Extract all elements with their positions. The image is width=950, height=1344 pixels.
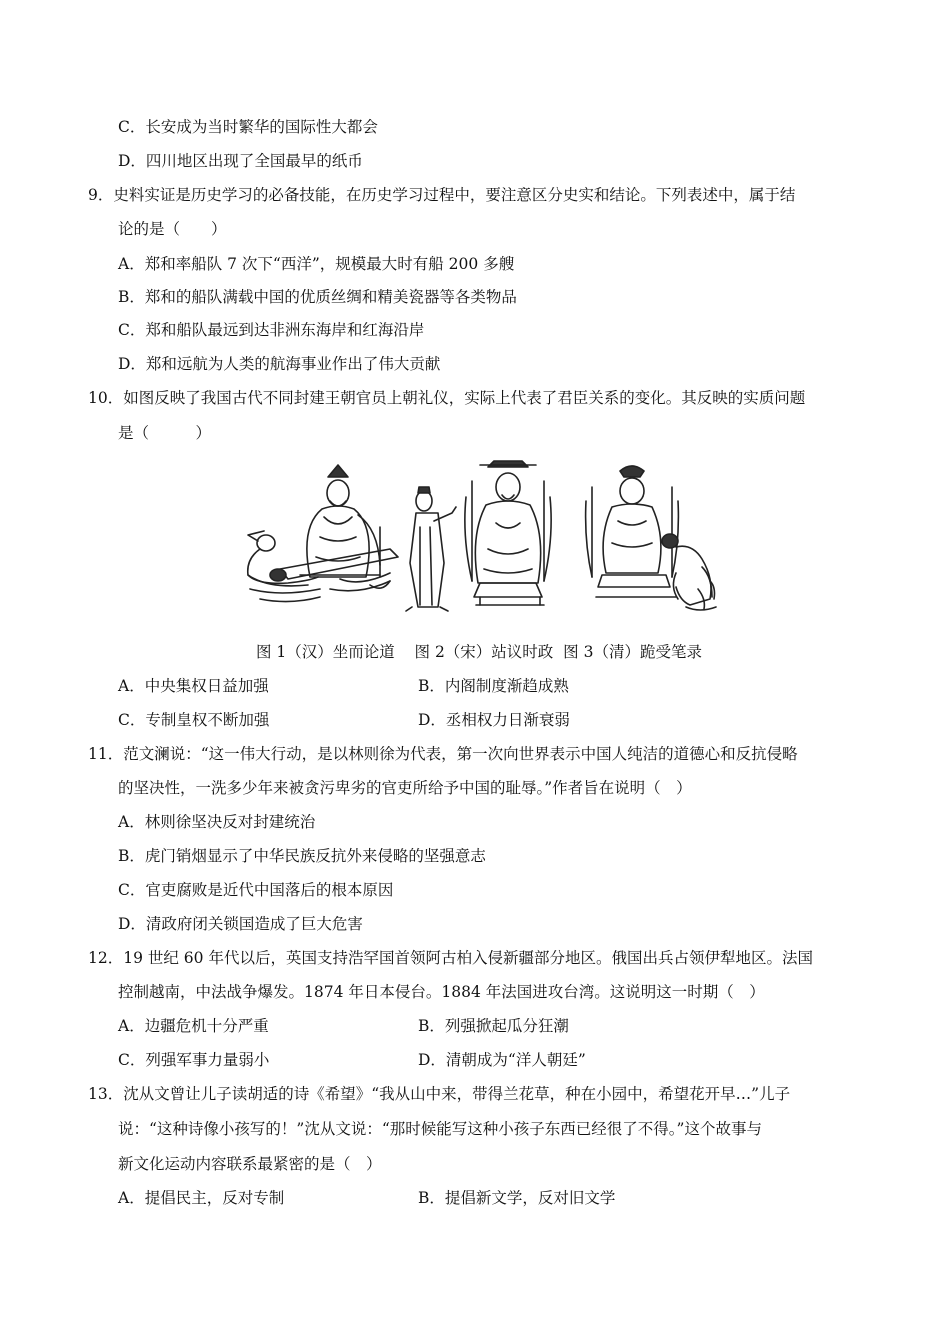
q10-option-c: C．专制皇权不断加强 bbox=[118, 711, 270, 729]
q11-option-d: D．清政府闭关锁国造成了巨大危害 bbox=[118, 915, 363, 933]
q12-option-c: C．列强军事力量弱小 bbox=[118, 1051, 270, 1069]
q12-option-b: B．列强掀起瓜分狂潮 bbox=[418, 1017, 569, 1035]
q13-stem-line2: 说：“这种诗像小孩写的！”沈从文说：“那时候能写这种小孩子东西已经很了不得。”这个故事与 bbox=[118, 1120, 762, 1138]
caption-figure-1: 图 1（汉）坐而论道 bbox=[256, 643, 395, 661]
q13-stem-line1: 13．沈从文曾让儿子读胡适的诗《希望》“我从山中来，带得兰花草，种在小园中，希望花开早…”儿子 bbox=[88, 1085, 791, 1103]
q9-option-a: A．郑和率船队 7 次下“西洋”，规模最大时有船 200 多艘 bbox=[118, 255, 515, 273]
q11-stem-line1: 11．范文澜说：“这一伟大行动，是以林则徐为代表，第一次向世界表示中国人纯洁的道德心和反抗侵略 bbox=[88, 745, 798, 763]
caption-figure-2: 图 2（宋）站议时政 bbox=[414, 643, 554, 661]
figure-3-qing-sketch bbox=[586, 466, 716, 610]
q12-option-a: A．边疆危机十分严重 bbox=[118, 1017, 269, 1035]
q9-stem-line1: 9．史料实证是历史学习的必备技能，在历史学习过程中，要注意区分史实和结论。下列表述中，属于结 bbox=[88, 186, 796, 204]
q13-option-a: A．提倡民主，反对专制 bbox=[118, 1189, 285, 1207]
q9-stem-line2: 论的是（ ） bbox=[118, 220, 227, 238]
q8-option-d: D．四川地区出现了全国最早的纸币 bbox=[118, 152, 363, 170]
q11-option-c: C．官吏腐败是近代中国落后的根本原因 bbox=[118, 881, 394, 899]
q12-stem-line2: 控制越南，中法战争爆发。1874 年日本侵台。1884 年法国进攻台湾。这说明这一时期（ ） bbox=[118, 983, 765, 1001]
q11-option-b: B．虎门销烟显示了中华民族反抗外来侵略的坚强意志 bbox=[118, 847, 486, 865]
court-etiquette-illustration bbox=[240, 457, 730, 627]
q10-option-b: B．内阁制度渐趋成熟 bbox=[418, 677, 569, 695]
figure-2-song-sketch bbox=[406, 461, 551, 611]
figure-caption bbox=[256, 641, 702, 663]
q10-stem-line2: 是（ ） bbox=[118, 424, 212, 442]
q10-stem-line1: 10．如图反映了我国古代不同封建王朝官员上朝礼仪，实际上代表了君臣关系的变化。其反映的实质问题 bbox=[88, 389, 806, 407]
caption-figure-3: 图 3（清）跪受笔录 bbox=[563, 643, 702, 661]
q9-option-c: C．郑和船队最远到达非洲东海岸和红海沿岸 bbox=[118, 321, 425, 339]
q12-option-d: D．清朝成为“洋人朝廷” bbox=[418, 1051, 586, 1069]
figure-1-han-sketch bbox=[248, 465, 398, 602]
q11-stem-line2: 的坚决性，一洗多少年来被贪污卑劣的官吏所给予中国的耻辱。”作者旨在说明（ ） bbox=[118, 779, 692, 797]
q13-option-b: B．提倡新文学，反对旧文学 bbox=[418, 1189, 616, 1207]
q9-option-d: D．郑和远航为人类的航海事业作出了伟大贡献 bbox=[118, 355, 441, 373]
q10-option-d: D．丞相权力日渐衰弱 bbox=[418, 711, 570, 729]
q9-option-b: B．郑和的船队满载中国的优质丝绸和精美瓷器等各类物品 bbox=[118, 288, 517, 306]
q10-option-a: A．中央集权日益加强 bbox=[118, 677, 269, 695]
q13-stem-line3: 新文化运动内容联系最紧密的是（ ） bbox=[118, 1155, 382, 1173]
q8-option-c: C．长安成为当时繁华的国际性大都会 bbox=[118, 118, 378, 136]
q12-stem-line1: 12．19 世纪 60 年代以后，英国支持浩罕国首领阿古柏入侵新疆部分地区。俄国出兵占领伊犁地区。法国 bbox=[88, 949, 813, 967]
q11-option-a: A．林则徐坚决反对封建统治 bbox=[118, 813, 316, 831]
